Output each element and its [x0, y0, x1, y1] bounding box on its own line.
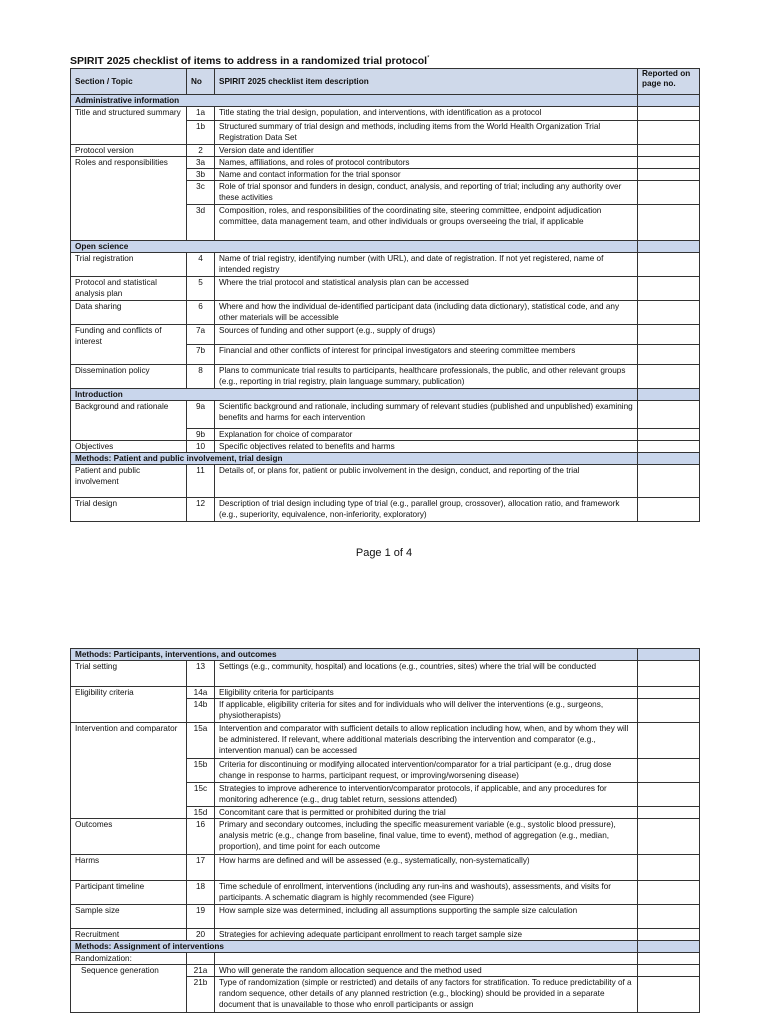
reported-page-cell[interactable]: [638, 649, 700, 661]
checklist-item-row: [71, 929, 700, 941]
item-description: Composition, roles, and responsibilities of the coordinating site, steering committee, endpoint adjudication committee, data management team, and other individuals or groups overseeing the trial, if applicable: [215, 205, 638, 241]
section-topic: Harms: [71, 855, 187, 881]
item-number: 7b: [187, 345, 215, 365]
section-header-row: [71, 941, 700, 953]
checklist-item-row: [71, 687, 700, 699]
column-header-topic: Section / Topic: [71, 69, 187, 95]
section-header-row: [71, 649, 700, 661]
checklist-item-row: [71, 325, 700, 345]
item-description: Plans to communicate trial results to participants, healthcare professionals, the public, and other relevant groups (e.g., reporting in trial registry, plain language summary, publication): [215, 365, 638, 389]
reported-page-cell[interactable]: [638, 905, 700, 929]
section-topic: Data sharing: [71, 301, 187, 325]
item-description: Name and contact information for the trial sponsor: [215, 169, 638, 181]
item-number: 10: [187, 441, 215, 453]
checklist-item-row: [71, 365, 700, 389]
item-number: 5: [187, 277, 215, 301]
reported-page-cell[interactable]: [638, 389, 700, 401]
checklist-item-row: [71, 905, 700, 929]
section-topic: Intervention and comparator: [71, 723, 187, 819]
checklist-item-row: [71, 401, 700, 429]
checklist-item-row: [71, 953, 700, 965]
item-description: Concomitant care that is permitted or prohibited during the trial: [215, 807, 638, 819]
section-topic: Participant timeline: [71, 881, 187, 905]
item-description: Strategies for achieving adequate participant enrollment to reach target sample size: [215, 929, 638, 941]
item-description: Scientific background and rationale, including summary of relevant studies (published and unpublished) examining benefits and harms for each intervention: [215, 401, 638, 429]
reported-page-cell[interactable]: [638, 401, 700, 429]
reported-page-cell[interactable]: [638, 807, 700, 819]
item-number: 16: [187, 819, 215, 855]
item-description: Time schedule of enrollment, interventions (including any run-ins and washouts), assessments, and visits for participants. A schematic diagram is highly recommended (see Figure): [215, 881, 638, 905]
item-number: 19: [187, 905, 215, 929]
checklist-item-row: [71, 145, 700, 157]
reported-page-cell[interactable]: [638, 205, 700, 241]
checklist-item-row: [71, 253, 700, 277]
item-number: 7a: [187, 325, 215, 345]
checklist-item-row: [71, 965, 700, 977]
item-description: Primary and secondary outcomes, including the specific measurement variable (e.g., systolic blood pressure), analysis metric (e.g., change from baseline, final value, time to event), method of aggregation (e.g., median, proportion), and time point for each outcome: [215, 819, 638, 855]
item-number: 15b: [187, 759, 215, 783]
reported-page-cell[interactable]: [638, 277, 700, 301]
section-header-row: [71, 241, 700, 253]
item-description: Explanation for choice of comparator: [215, 429, 638, 441]
item-number: 2: [187, 145, 215, 157]
item-description: Sources of funding and other support (e.g., supply of drugs): [215, 325, 638, 345]
section-topic: Trial design: [71, 498, 187, 522]
section-title: Introduction: [71, 389, 638, 401]
reported-page-cell[interactable]: [638, 941, 700, 953]
reported-page-cell[interactable]: [638, 783, 700, 807]
reported-page-cell[interactable]: [638, 965, 700, 977]
section-title: Methods: Patient and public involvement, trial design: [71, 453, 638, 465]
reported-page-cell[interactable]: [638, 819, 700, 855]
checklist-item-row: [71, 107, 700, 121]
checklist-item-row: [71, 277, 700, 301]
section-topic: Outcomes: [71, 819, 187, 855]
item-number: 3c: [187, 181, 215, 205]
reported-page-cell[interactable]: [638, 465, 700, 498]
item-number: 20: [187, 929, 215, 941]
section-title: Methods: Participants, interventions, and outcomes: [71, 649, 638, 661]
item-description: Eligibility criteria for participants: [215, 687, 638, 699]
section-topic: Roles and responsibilities: [71, 157, 187, 241]
item-description: Structured summary of trial design and methods, including items from the World Health Organization Trial Registration Data Set: [215, 121, 638, 145]
item-description: Role of trial sponsor and funders in design, conduct, analysis, and reporting of trial; including any authority over these activities: [215, 181, 638, 205]
item-number: 6: [187, 301, 215, 325]
reported-page-cell[interactable]: [638, 121, 700, 145]
item-number: [187, 953, 215, 965]
reported-page-cell[interactable]: [638, 301, 700, 325]
reported-page-cell[interactable]: [638, 953, 700, 965]
checklist-item-row: [71, 498, 700, 522]
reported-page-cell[interactable]: [638, 855, 700, 881]
item-description: Title stating the trial design, population, and interventions, with identification as a protocol: [215, 107, 638, 121]
item-description: How sample size was determined, including all assumptions supporting the sample size calculation: [215, 905, 638, 929]
section-title: Administrative information: [71, 95, 638, 107]
reported-page-cell[interactable]: [638, 181, 700, 205]
reported-page-cell[interactable]: [638, 157, 700, 169]
checklist-item-row: [71, 855, 700, 881]
reported-page-cell[interactable]: [638, 929, 700, 941]
section-topic: Protocol version: [71, 145, 187, 157]
section-topic: Objectives: [71, 441, 187, 453]
reported-page-cell[interactable]: [638, 345, 700, 365]
section-topic: Background and rationale: [71, 401, 187, 441]
column-header-page: Reported on page no.: [638, 69, 700, 95]
section-header-row: [71, 95, 700, 107]
item-description: Name of trial registry, identifying number (with URL), and date of registration. If not yet registered, name of intended registry: [215, 253, 638, 277]
checklist-item-row: [71, 881, 700, 905]
reported-page-cell[interactable]: [638, 95, 700, 107]
item-description: Strategies to improve adherence to intervention/comparator protocols, if applicable, and any procedures for monitoring adherence (e.g., drug tablet return, sessions attended): [215, 783, 638, 807]
reported-page-cell[interactable]: [638, 325, 700, 345]
column-header-description: SPIRIT 2025 checklist item description: [215, 69, 638, 95]
reported-page-cell[interactable]: [638, 759, 700, 783]
item-description: If applicable, eligibility criteria for sites and for individuals who will deliver the interventions (e.g., surgeons, physiotherapists): [215, 699, 638, 723]
checklist-body: [71, 95, 700, 522]
section-title: Methods: Assignment of interventions: [71, 941, 638, 953]
reported-page-cell[interactable]: [638, 661, 700, 687]
item-number: 4: [187, 253, 215, 277]
item-number: 11: [187, 465, 215, 498]
item-description: Intervention and comparator with sufficient details to allow replication including how, when, and by whom they will be administered. If relevant, where additional materials describing the intervention and comparator (e.g., intervention manual) can be accessed: [215, 723, 638, 759]
reported-page-cell[interactable]: [638, 687, 700, 699]
section-topic: Trial setting: [71, 661, 187, 687]
page-number: Page 1 of 4: [355, 547, 413, 559]
item-description: Description of trial design including type of trial (e.g., parallel group, crossover), allocation ratio, and framework (e.g., superiority, equivalence, non-inferiority, exploratory): [215, 498, 638, 522]
checklist-table-page-2: [70, 648, 700, 1013]
section-topic: Randomization:: [71, 953, 187, 965]
item-number: 14b: [187, 699, 215, 723]
section-topic: Dissemination policy: [71, 365, 187, 389]
item-description: Type of randomization (simple or restricted) and details of any factors for stratification. To reduce predictability of a random sequence, other details of any planned restriction (e.g., blocking) should be provided in a separate document that is unavailable to those who enroll participants or assign: [215, 977, 638, 1013]
section-topic: Sequence generation: [71, 965, 187, 1013]
reported-page-cell[interactable]: [638, 145, 700, 157]
reported-page-cell[interactable]: [638, 169, 700, 181]
item-number: 14a: [187, 687, 215, 699]
reported-page-cell[interactable]: [638, 498, 700, 522]
item-number: 15a: [187, 723, 215, 759]
item-description: Version date and identifier: [215, 145, 638, 157]
item-description: [215, 953, 638, 965]
reported-page-cell[interactable]: [638, 453, 700, 465]
section-topic: Funding and conflicts of interest: [71, 325, 187, 365]
section-topic: Recruitment: [71, 929, 187, 941]
item-number: 9a: [187, 401, 215, 429]
item-description: Names, affiliations, and roles of protocol contributors: [215, 157, 638, 169]
checklist-item-row: [71, 819, 700, 855]
section-topic: Trial registration: [71, 253, 187, 277]
reported-page-cell[interactable]: [638, 977, 700, 1013]
item-number: 3a: [187, 157, 215, 169]
section-title: Open science: [71, 241, 638, 253]
section-topic: Title and structured summary: [71, 107, 187, 145]
item-description: Settings (e.g., community, hospital) and locations (e.g., countries, sites) where the trial will be conducted: [215, 661, 638, 687]
item-description: Specific objectives related to benefits and harms: [215, 441, 638, 453]
checklist-item-row: [71, 465, 700, 498]
section-topic: Eligibility criteria: [71, 687, 187, 723]
reported-page-cell[interactable]: [638, 253, 700, 277]
checklist-item-row: [71, 441, 700, 453]
checklist-item-row: [71, 661, 700, 687]
item-number: 12: [187, 498, 215, 522]
reported-page-cell[interactable]: [638, 429, 700, 441]
section-topic: Sample size: [71, 905, 187, 929]
table-header-row: [71, 69, 700, 95]
item-number: 13: [187, 661, 215, 687]
reported-page-cell[interactable]: [638, 441, 700, 453]
item-number: 17: [187, 855, 215, 881]
item-number: 9b: [187, 429, 215, 441]
checklist-item-row: [71, 157, 700, 169]
item-number: 1a: [187, 107, 215, 121]
item-number: 18: [187, 881, 215, 905]
item-number: 21b: [187, 977, 215, 1013]
item-description: How harms are defined and will be assessed (e.g., systematically, non-systematically): [215, 855, 638, 881]
item-number: 1b: [187, 121, 215, 145]
item-description: Who will generate the random allocation sequence and the method used: [215, 965, 638, 977]
item-number: 15d: [187, 807, 215, 819]
column-header-no: No: [187, 69, 215, 95]
section-header-row: [71, 453, 700, 465]
section-topic: Patient and public involvement: [71, 465, 187, 498]
item-number: 3b: [187, 169, 215, 181]
checklist-item-row: [71, 301, 700, 325]
section-header-row: [71, 389, 700, 401]
item-description: Where and how the individual de-identified participant data (including data dictionary), statistical code, and any other materials will be accessible: [215, 301, 638, 325]
reported-page-cell[interactable]: [638, 881, 700, 905]
item-number: 21a: [187, 965, 215, 977]
item-description: Financial and other conflicts of interest for principal investigators and steering committee members: [215, 345, 638, 365]
item-number: 8: [187, 365, 215, 389]
reported-page-cell[interactable]: [638, 699, 700, 723]
item-number: 3d: [187, 205, 215, 241]
reported-page-cell[interactable]: [638, 241, 700, 253]
item-description: Criteria for discontinuing or modifying allocated intervention/comparator for a trial participant (e.g., drug dose change in response to harms, participant request, or improving/worsening disease): [215, 759, 638, 783]
reported-page-cell[interactable]: [638, 723, 700, 759]
reported-page-cell[interactable]: [638, 365, 700, 389]
reported-page-cell[interactable]: [638, 107, 700, 121]
checklist-body: [71, 649, 700, 1013]
checklist-item-row: [71, 723, 700, 759]
section-topic: Protocol and statistical analysis plan: [71, 277, 187, 301]
checklist-table-page-1: [70, 68, 700, 522]
item-description: Where the trial protocol and statistical analysis plan can be accessed: [215, 277, 638, 301]
item-number: 15c: [187, 783, 215, 807]
item-description: Details of, or plans for, patient or public involvement in the design, conduct, and reporting of the trial: [215, 465, 638, 498]
document-title: SPIRIT 2025 checklist of items to address in a randomized trial protocol*: [70, 55, 430, 67]
